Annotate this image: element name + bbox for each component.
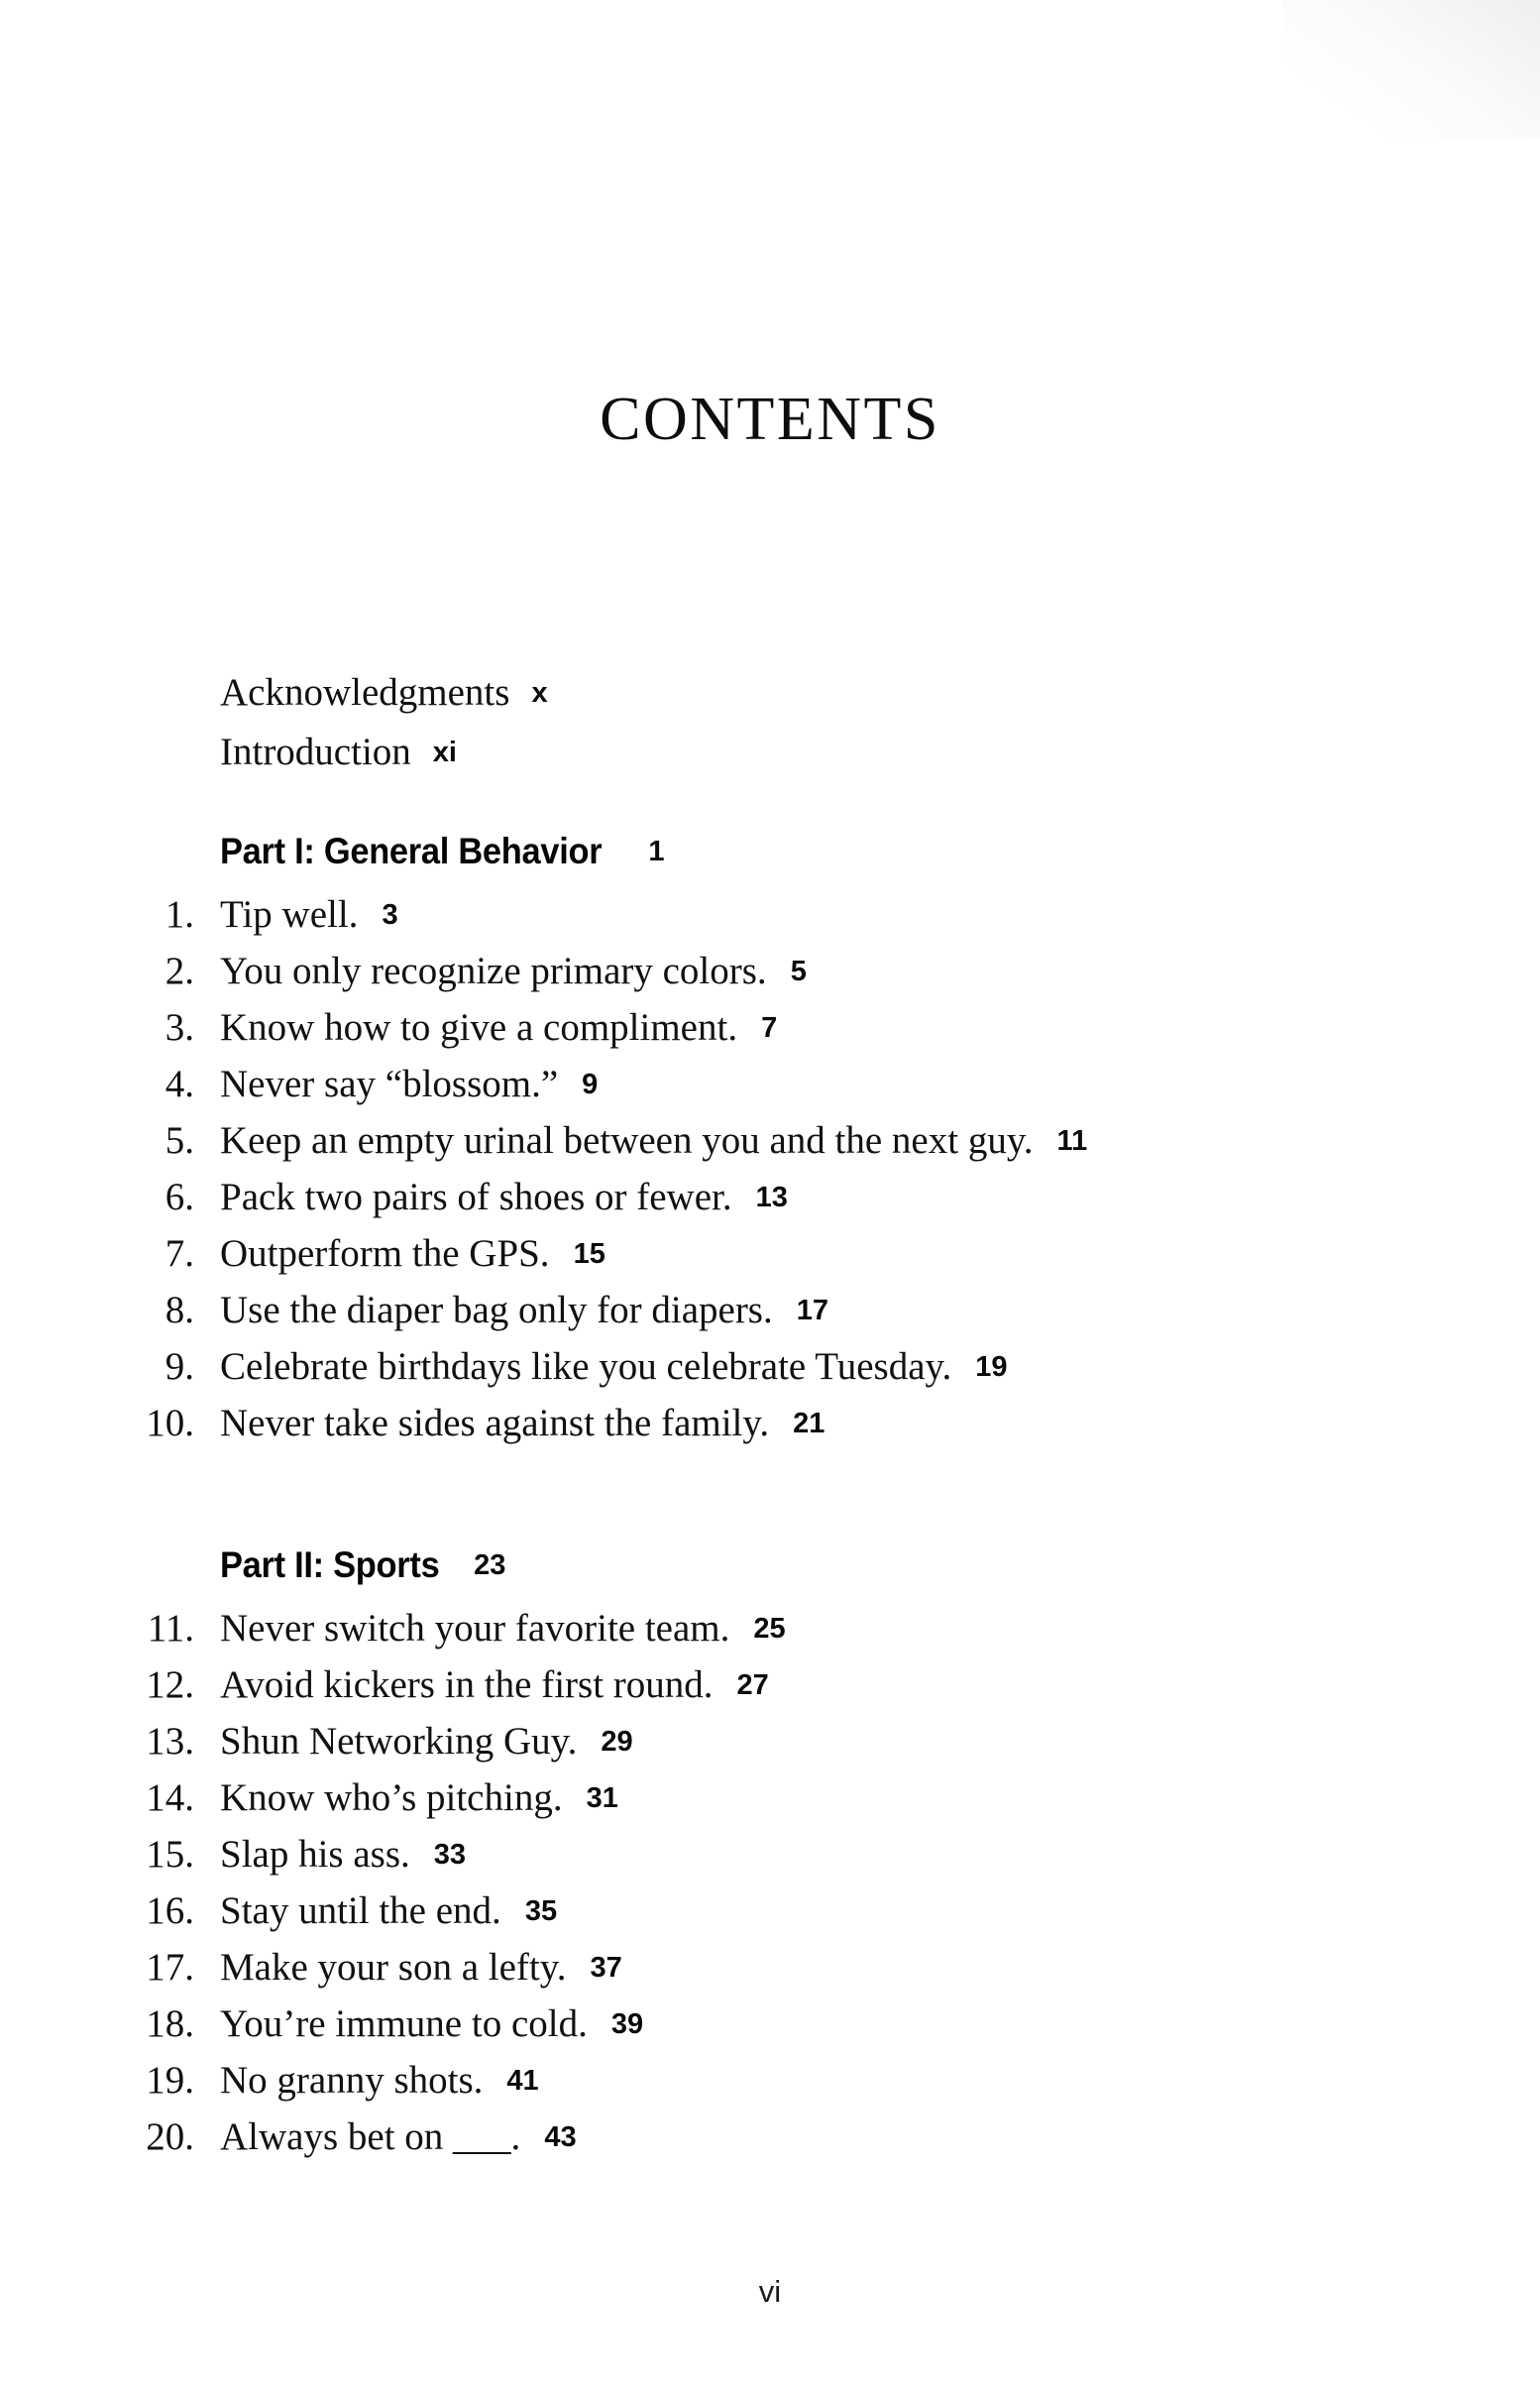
- chapter-title: [220, 2114, 577, 2159]
- table-row[interactable]: [0, 1175, 1540, 1231]
- chapter-page-number: 11: [1056, 1125, 1088, 1157]
- table-row[interactable]: [0, 1062, 1540, 1118]
- chapter-number: 5.: [165, 1119, 194, 1162]
- chapter-page-number: 15: [573, 1238, 605, 1270]
- front-matter-row[interactable]: [0, 730, 1540, 789]
- chapter-number: 14.: [146, 1776, 194, 1819]
- part-heading-2[interactable]: [0, 1544, 1540, 1602]
- chapter-title: [220, 949, 807, 993]
- chapter-title-text: Tip well.: [220, 893, 359, 936]
- chapter-page-number: 43: [544, 2121, 577, 2153]
- chapter-title-text: Never say “blossom.”: [220, 1063, 559, 1105]
- chapter-title: [220, 1662, 769, 1707]
- front-matter-page-number: xi: [432, 737, 457, 768]
- chapter-title-text: You only recognize primary colors.: [220, 950, 767, 992]
- chapter-page-number: 35: [524, 1895, 558, 1927]
- table-row[interactable]: [0, 1288, 1540, 1344]
- chapter-number: 3.: [165, 1006, 194, 1049]
- chapter-number: 10.: [146, 1402, 194, 1444]
- chapter-number: 19.: [146, 2059, 194, 2102]
- chapter-number: 8.: [165, 1289, 194, 1331]
- chapter-page-number: 17: [796, 1295, 828, 1326]
- chapter-number: 4.: [165, 1063, 194, 1105]
- chapter-page-number: 29: [601, 1726, 633, 1758]
- table-row[interactable]: [0, 1775, 1540, 1832]
- chapter-page-number: 41: [506, 2065, 539, 2097]
- page-title: CONTENTS: [600, 386, 940, 453]
- table-row[interactable]: [0, 1401, 1540, 1457]
- folio-page-number: vi: [758, 2274, 782, 2309]
- part-heading-1[interactable]: [0, 831, 1540, 888]
- table-row[interactable]: [0, 1344, 1540, 1401]
- chapter-title: [220, 1888, 557, 1933]
- chapter-title: [220, 1062, 598, 1106]
- chapter-page-number: 21: [793, 1408, 825, 1439]
- scan-shadow-artifact: [1282, 0, 1540, 139]
- chapter-title-text: Slap his ass.: [220, 1833, 410, 1876]
- chapter-number: 20.: [146, 2115, 194, 2158]
- front-matter-row[interactable]: [0, 670, 1540, 730]
- chapter-title: [220, 1344, 1008, 1389]
- chapter-list-part-1: [0, 892, 1540, 1457]
- contents-body: [0, 670, 1540, 2171]
- chapter-page-number: 27: [736, 1669, 769, 1701]
- table-row[interactable]: [0, 949, 1540, 1005]
- chapter-number: 7.: [165, 1232, 194, 1275]
- front-matter-label: Acknowledgments: [220, 671, 510, 714]
- chapter-title-text: No granny shots.: [220, 2059, 484, 2102]
- chapter-page-number: 31: [586, 1782, 618, 1814]
- chapter-title-text: Use the diaper bag only for diapers.: [220, 1289, 773, 1331]
- chapter-page-number: 19: [975, 1351, 1008, 1383]
- chapter-title: [220, 1832, 466, 1877]
- section-spacer: [0, 1457, 1540, 1503]
- chapter-number: 9.: [165, 1345, 194, 1388]
- table-row[interactable]: [0, 1005, 1540, 1062]
- chapter-title: [220, 1606, 786, 1651]
- chapter-title: [220, 1719, 633, 1764]
- chapter-title-text: Know who’s pitching.: [220, 1776, 563, 1819]
- table-row[interactable]: [0, 1945, 1540, 2001]
- chapter-title-text: Keep an empty urinal between you and the next guy.: [220, 1119, 1034, 1162]
- table-row[interactable]: [0, 1888, 1540, 1945]
- chapter-page-number: 37: [590, 1952, 622, 1984]
- chapter-title-text: Never take sides against the family.: [220, 1402, 770, 1444]
- chapter-number: 17.: [146, 1946, 194, 1989]
- table-row[interactable]: [0, 1719, 1540, 1775]
- chapter-page-number: 39: [610, 2008, 644, 2040]
- chapter-title-text: Make your son a lefty.: [220, 1946, 567, 1989]
- chapter-title: [220, 1945, 622, 1990]
- chapter-title: [220, 1288, 828, 1332]
- chapter-title-text: You’re immune to cold.: [220, 2002, 588, 2045]
- chapter-title-text: Pack two pairs of shoes or fewer.: [220, 1176, 732, 1218]
- chapter-title-text: Avoid kickers in the first round.: [220, 1663, 714, 1706]
- part-page-number: 23: [474, 1549, 506, 1581]
- chapter-number: 6.: [165, 1176, 194, 1218]
- chapter-list-part-2: [0, 1606, 1540, 2171]
- chapter-page-number: 9: [582, 1069, 599, 1100]
- chapter-number: 16.: [146, 1889, 194, 1932]
- front-matter-page-number: x: [531, 677, 548, 709]
- chapter-title-text: Celebrate birthdays like you celebrate Tuesday.: [220, 1345, 952, 1388]
- chapter-title: [220, 1118, 1087, 1163]
- chapter-page-number: 33: [433, 1839, 467, 1871]
- table-row[interactable]: [0, 2114, 1540, 2171]
- chapter-title: [220, 1775, 618, 1820]
- chapter-title: [220, 1175, 788, 1219]
- chapter-number: 12.: [146, 1663, 194, 1706]
- part-title: Part I: General Behavior: [220, 831, 603, 871]
- table-row[interactable]: [0, 1662, 1540, 1719]
- front-matter-label: Introduction: [220, 731, 411, 773]
- table-row[interactable]: [0, 1118, 1540, 1175]
- table-row[interactable]: [0, 2058, 1540, 2114]
- chapter-title-text: Shun Networking Guy.: [220, 1720, 578, 1763]
- chapter-title: [220, 892, 398, 937]
- table-row[interactable]: [0, 2001, 1540, 2058]
- table-row[interactable]: [0, 1231, 1540, 1288]
- part-page-number: 1: [648, 836, 665, 867]
- chapter-page-number: 13: [755, 1182, 788, 1213]
- table-row[interactable]: [0, 892, 1540, 949]
- chapter-number: 1.: [165, 893, 194, 936]
- chapter-page-number: 3: [382, 899, 398, 931]
- table-row[interactable]: [0, 1832, 1540, 1888]
- chapter-number: 11.: [147, 1607, 194, 1650]
- chapter-title: [220, 2001, 643, 2046]
- chapter-title-text: Know how to give a compliment.: [220, 1006, 738, 1049]
- chapter-number: 15.: [146, 1833, 194, 1876]
- chapter-page-number: 7: [761, 1012, 778, 1044]
- chapter-page-number: 5: [790, 956, 807, 987]
- chapter-number: 18.: [146, 2002, 194, 2045]
- part-title: Part II: Sports: [220, 1544, 440, 1585]
- table-row[interactable]: [0, 1606, 1540, 1662]
- chapter-title-text: Stay until the end.: [220, 1889, 501, 1932]
- chapter-title-text: Never switch your favorite team.: [220, 1607, 730, 1650]
- chapter-number: 2.: [165, 950, 194, 992]
- chapter-title: [220, 1005, 777, 1050]
- chapter-title-text: Outperform the GPS.: [220, 1232, 550, 1275]
- chapter-number: 13.: [146, 1720, 194, 1763]
- chapter-title-text: Always bet on ___.: [220, 2115, 521, 2158]
- chapter-page-number: 25: [753, 1613, 786, 1645]
- chapter-title: [220, 1401, 825, 1445]
- front-matter-list: [0, 670, 1540, 789]
- chapter-title: [220, 2058, 539, 2103]
- chapter-title: [220, 1231, 605, 1276]
